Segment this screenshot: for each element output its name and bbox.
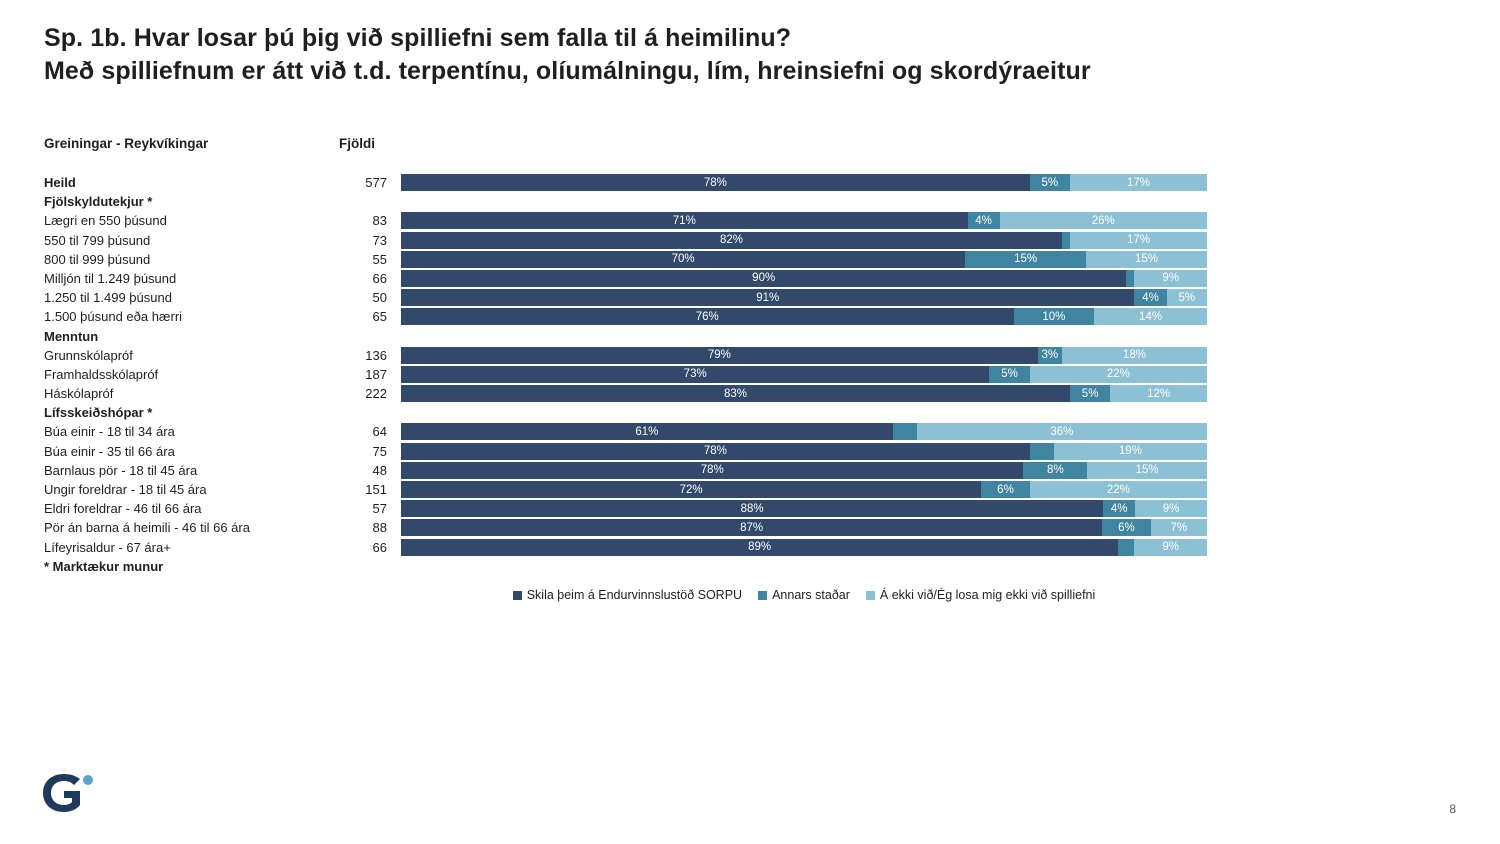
title-block [44, 22, 1444, 88]
stacked-bar [401, 251, 1207, 268]
bar-value-label: 83% [723, 387, 747, 400]
chart-row [44, 462, 1464, 481]
bar-segment [401, 481, 981, 498]
bar-segment [1151, 519, 1207, 536]
bar-value-label: 5% [1178, 291, 1196, 304]
chart-header-row [44, 136, 1464, 160]
row-label: Lífeyrisaldur - 67 ára+ [44, 539, 171, 555]
bar-value-label: 78% [700, 464, 724, 477]
bar-segment [1134, 539, 1207, 556]
chart-row [44, 443, 1464, 462]
row-count: 187 [365, 366, 387, 382]
stacked-bar [401, 423, 1207, 440]
bar-value-label: 73% [683, 368, 707, 381]
bar-value-label: 4% [975, 214, 992, 227]
bar-value-label: 90% [752, 272, 776, 285]
stacked-bar [401, 443, 1207, 460]
row-count: 55 [372, 251, 387, 267]
row-label: Pör án barna á heimili - 46 til 66 ára [44, 520, 250, 536]
chart-row [44, 232, 1464, 251]
bar-segment [893, 423, 917, 440]
bar-segment [1062, 347, 1207, 364]
category-column-header: Greiningar - Reykvíkingar [44, 136, 209, 151]
bar-segment [1134, 289, 1166, 306]
bar-segment [1030, 443, 1054, 460]
row-label: Lífsskeiðshópar * [44, 405, 153, 421]
stacked-bar [401, 366, 1207, 383]
row-label: Búa einir - 35 til 66 ára [44, 443, 175, 459]
row-label: Háskólapróf [44, 386, 114, 402]
bar-value-label: 91% [756, 291, 780, 304]
row-label: 1.500 þúsund eða hærri [44, 309, 183, 325]
legend-swatch-icon [758, 591, 767, 600]
bar-segment [401, 385, 1070, 402]
stacked-bar [401, 347, 1207, 364]
chart-area [44, 136, 1464, 602]
bar-segment [401, 366, 989, 383]
bar-value-label: 5% [1001, 368, 1018, 381]
stacked-bar [401, 212, 1207, 229]
row-label: Milljón til 1.249 þúsund [44, 270, 177, 286]
bar-value-label: 4% [1142, 291, 1159, 304]
bar-value-label: 72% [679, 483, 703, 496]
row-count: 73 [372, 232, 387, 248]
bar-value-label: 5% [1041, 176, 1059, 189]
bar-segment [401, 519, 1102, 536]
row-label: 550 til 799 þúsund [44, 232, 151, 248]
bar-value-label: 19% [1118, 445, 1142, 458]
bar-value-label: 9% [1162, 272, 1180, 285]
bar-segment [1023, 462, 1087, 479]
bar-segment [401, 212, 968, 229]
legend-swatch-icon [513, 591, 522, 600]
chart-row [44, 366, 1464, 385]
bar-segment [917, 423, 1207, 440]
bar-segment [401, 539, 1118, 556]
bar-segment [401, 500, 1103, 517]
bar-value-label: 70% [671, 253, 695, 266]
page-number: 8 [1449, 802, 1456, 816]
row-label: Heild [44, 175, 76, 190]
row-label: Eldri foreldrar - 46 til 66 ára [44, 501, 202, 517]
legend-label: Á ekki við/Ég losa mig ekki við spilliefni [879, 588, 1096, 602]
row-count: 64 [372, 424, 387, 440]
bar-segment [401, 251, 965, 268]
bar-value-label: 22% [1106, 368, 1130, 381]
bar-segment [1135, 500, 1207, 517]
bar-segment [1118, 539, 1134, 556]
bar-segment [401, 347, 1038, 364]
chart-row [44, 328, 1464, 347]
bar-segment [1070, 174, 1207, 191]
bar-value-label: 71% [672, 214, 696, 227]
legend-item[interactable] [866, 588, 1095, 602]
legend-item[interactable] [513, 588, 742, 602]
row-label: Búa einir - 18 til 34 ára [44, 424, 175, 440]
bar-value-label: 5% [1081, 387, 1099, 400]
bar-segment [981, 481, 1029, 498]
legend-swatch-icon [866, 591, 875, 600]
chart-row [44, 251, 1464, 270]
row-count: 222 [365, 386, 387, 402]
stacked-bar [401, 539, 1207, 556]
bar-value-label: 4% [1110, 502, 1128, 515]
chart-row [44, 385, 1464, 404]
chart-row [44, 289, 1464, 308]
bar-value-label: 87% [740, 521, 764, 534]
bar-segment [1103, 500, 1135, 517]
row-count: 577 [365, 175, 387, 190]
bar-value-label: 10% [1042, 310, 1066, 323]
bar-value-label: 14% [1139, 310, 1163, 323]
stacked-bar [401, 174, 1207, 191]
bar-segment [1086, 251, 1207, 268]
chart-row [44, 347, 1464, 366]
bar-value-label: 76% [695, 310, 719, 323]
row-label: Barnlaus pör - 18 til 45 ára [44, 462, 198, 478]
row-count: 66 [372, 270, 387, 286]
row-label: Fjölskyldutekjur * [44, 194, 153, 210]
bar-value-label: 22% [1106, 483, 1130, 496]
bar-segment [968, 212, 1000, 229]
chart-row [44, 193, 1464, 212]
chart-row [44, 539, 1464, 558]
bar-value-label: 12% [1147, 387, 1171, 400]
bar-segment [401, 443, 1030, 460]
bar-value-label: 78% [703, 445, 727, 458]
stacked-bar [401, 519, 1207, 536]
bar-value-label: 79% [707, 349, 731, 362]
stacked-bar [401, 232, 1207, 249]
row-count: 136 [365, 347, 387, 363]
bar-value-label: 6% [1118, 521, 1135, 534]
bar-segment [401, 289, 1134, 306]
bar-segment [1000, 212, 1207, 229]
bar-value-label: 78% [703, 176, 727, 189]
bar-value-label: 82% [719, 234, 743, 247]
bar-segment [401, 462, 1023, 479]
bar-value-label: 17% [1126, 234, 1150, 247]
bar-segment [1126, 270, 1134, 287]
bar-value-label: 9% [1162, 502, 1180, 515]
bar-value-label: 6% [997, 483, 1014, 496]
bar-segment [401, 232, 1062, 249]
bar-value-label: 7% [1170, 521, 1188, 534]
row-label: Menntun [44, 328, 99, 344]
bar-segment [1030, 174, 1070, 191]
chart-row [44, 308, 1464, 327]
stacked-bar [401, 308, 1207, 325]
chart-row [44, 212, 1464, 231]
row-count: 88 [372, 520, 387, 536]
bar-value-label: 9% [1162, 541, 1180, 554]
bar-segment [1062, 232, 1070, 249]
stacked-bar [401, 481, 1207, 498]
row-count: 65 [372, 309, 387, 325]
chart-row [44, 519, 1464, 538]
bar-segment [401, 308, 1014, 325]
chart-row [44, 404, 1464, 423]
stacked-bar [401, 385, 1207, 402]
bar-value-label: 3% [1041, 349, 1059, 362]
row-count: 50 [372, 290, 387, 306]
footnote-row [44, 558, 1464, 577]
row-label: Lægri en 550 þúsund [44, 213, 167, 229]
page-title-line-2: Með spilliefnum er átt við t.d. terpentínu, olíumálningu, lím, hreinsiefni og skordýraeitur [44, 57, 1091, 85]
row-label: Framhaldsskólapróf [44, 366, 159, 382]
bar-segment [1110, 385, 1207, 402]
company-logo [38, 768, 98, 818]
bar-segment [989, 366, 1029, 383]
legend-label: Annars staðar [772, 588, 850, 602]
row-count: 151 [365, 482, 387, 497]
row-count: 57 [372, 501, 387, 517]
chart-row [44, 270, 1464, 289]
chart-row [44, 423, 1464, 442]
bar-segment [1094, 308, 1207, 325]
bar-segment [1134, 270, 1207, 287]
chart-row [44, 174, 1464, 193]
bar-value-label: 88% [740, 502, 764, 515]
row-label: 1.250 til 1.499 þúsund [44, 290, 172, 306]
chart-row [44, 481, 1464, 500]
bar-value-label: 8% [1047, 464, 1064, 477]
row-label: 800 til 999 þúsund [44, 251, 151, 267]
bar-segment [1030, 481, 1207, 498]
stacked-bar [401, 289, 1207, 306]
row-count: 48 [372, 462, 387, 478]
bar-value-label: 15% [1135, 253, 1159, 266]
bar-segment [1038, 347, 1062, 364]
stacked-bar [401, 500, 1207, 517]
chart-rows [44, 174, 1464, 577]
bar-value-label: 17% [1126, 176, 1150, 189]
bar-value-label: 61% [635, 425, 659, 438]
legend-label: Skila þeim á Endurvinnslustöð SORPU [526, 588, 743, 602]
bar-segment [401, 270, 1126, 287]
bar-segment [1070, 232, 1207, 249]
bar-segment [1167, 289, 1207, 306]
bar-value-label: 36% [1050, 425, 1074, 438]
bar-value-label: 18% [1122, 349, 1146, 362]
bar-segment [401, 423, 893, 440]
bar-value-label: 15% [1135, 464, 1159, 477]
chart-row [44, 500, 1464, 519]
stacked-bar [401, 270, 1207, 287]
bar-segment [965, 251, 1086, 268]
bar-segment [1102, 519, 1150, 536]
bar-value-label: 89% [748, 541, 772, 554]
bar-segment [1087, 462, 1207, 479]
row-label: Grunnskólapróf [44, 347, 133, 363]
row-label: Ungir foreldrar - 18 til 45 ára [44, 482, 207, 497]
bar-segment [1054, 443, 1207, 460]
bar-segment [1030, 366, 1207, 383]
bar-segment [1014, 308, 1095, 325]
page-title-line-1: Sp. 1b. Hvar losar þú þig við spilliefni sem falla til á heimilinu? [44, 24, 792, 52]
row-count: 83 [372, 213, 387, 229]
footnote: * Marktækur munur [44, 558, 164, 574]
bar-segment [1070, 385, 1110, 402]
row-count: 66 [372, 539, 387, 555]
stacked-bar [401, 462, 1207, 479]
count-column-header: Fjöldi [339, 136, 375, 151]
chart-legend [401, 588, 1207, 602]
bar-value-label: 15% [1014, 253, 1038, 266]
row-count: 75 [372, 443, 387, 459]
bar-value-label: 26% [1091, 214, 1115, 227]
bar-segment [401, 174, 1030, 191]
legend-item[interactable] [758, 588, 850, 602]
